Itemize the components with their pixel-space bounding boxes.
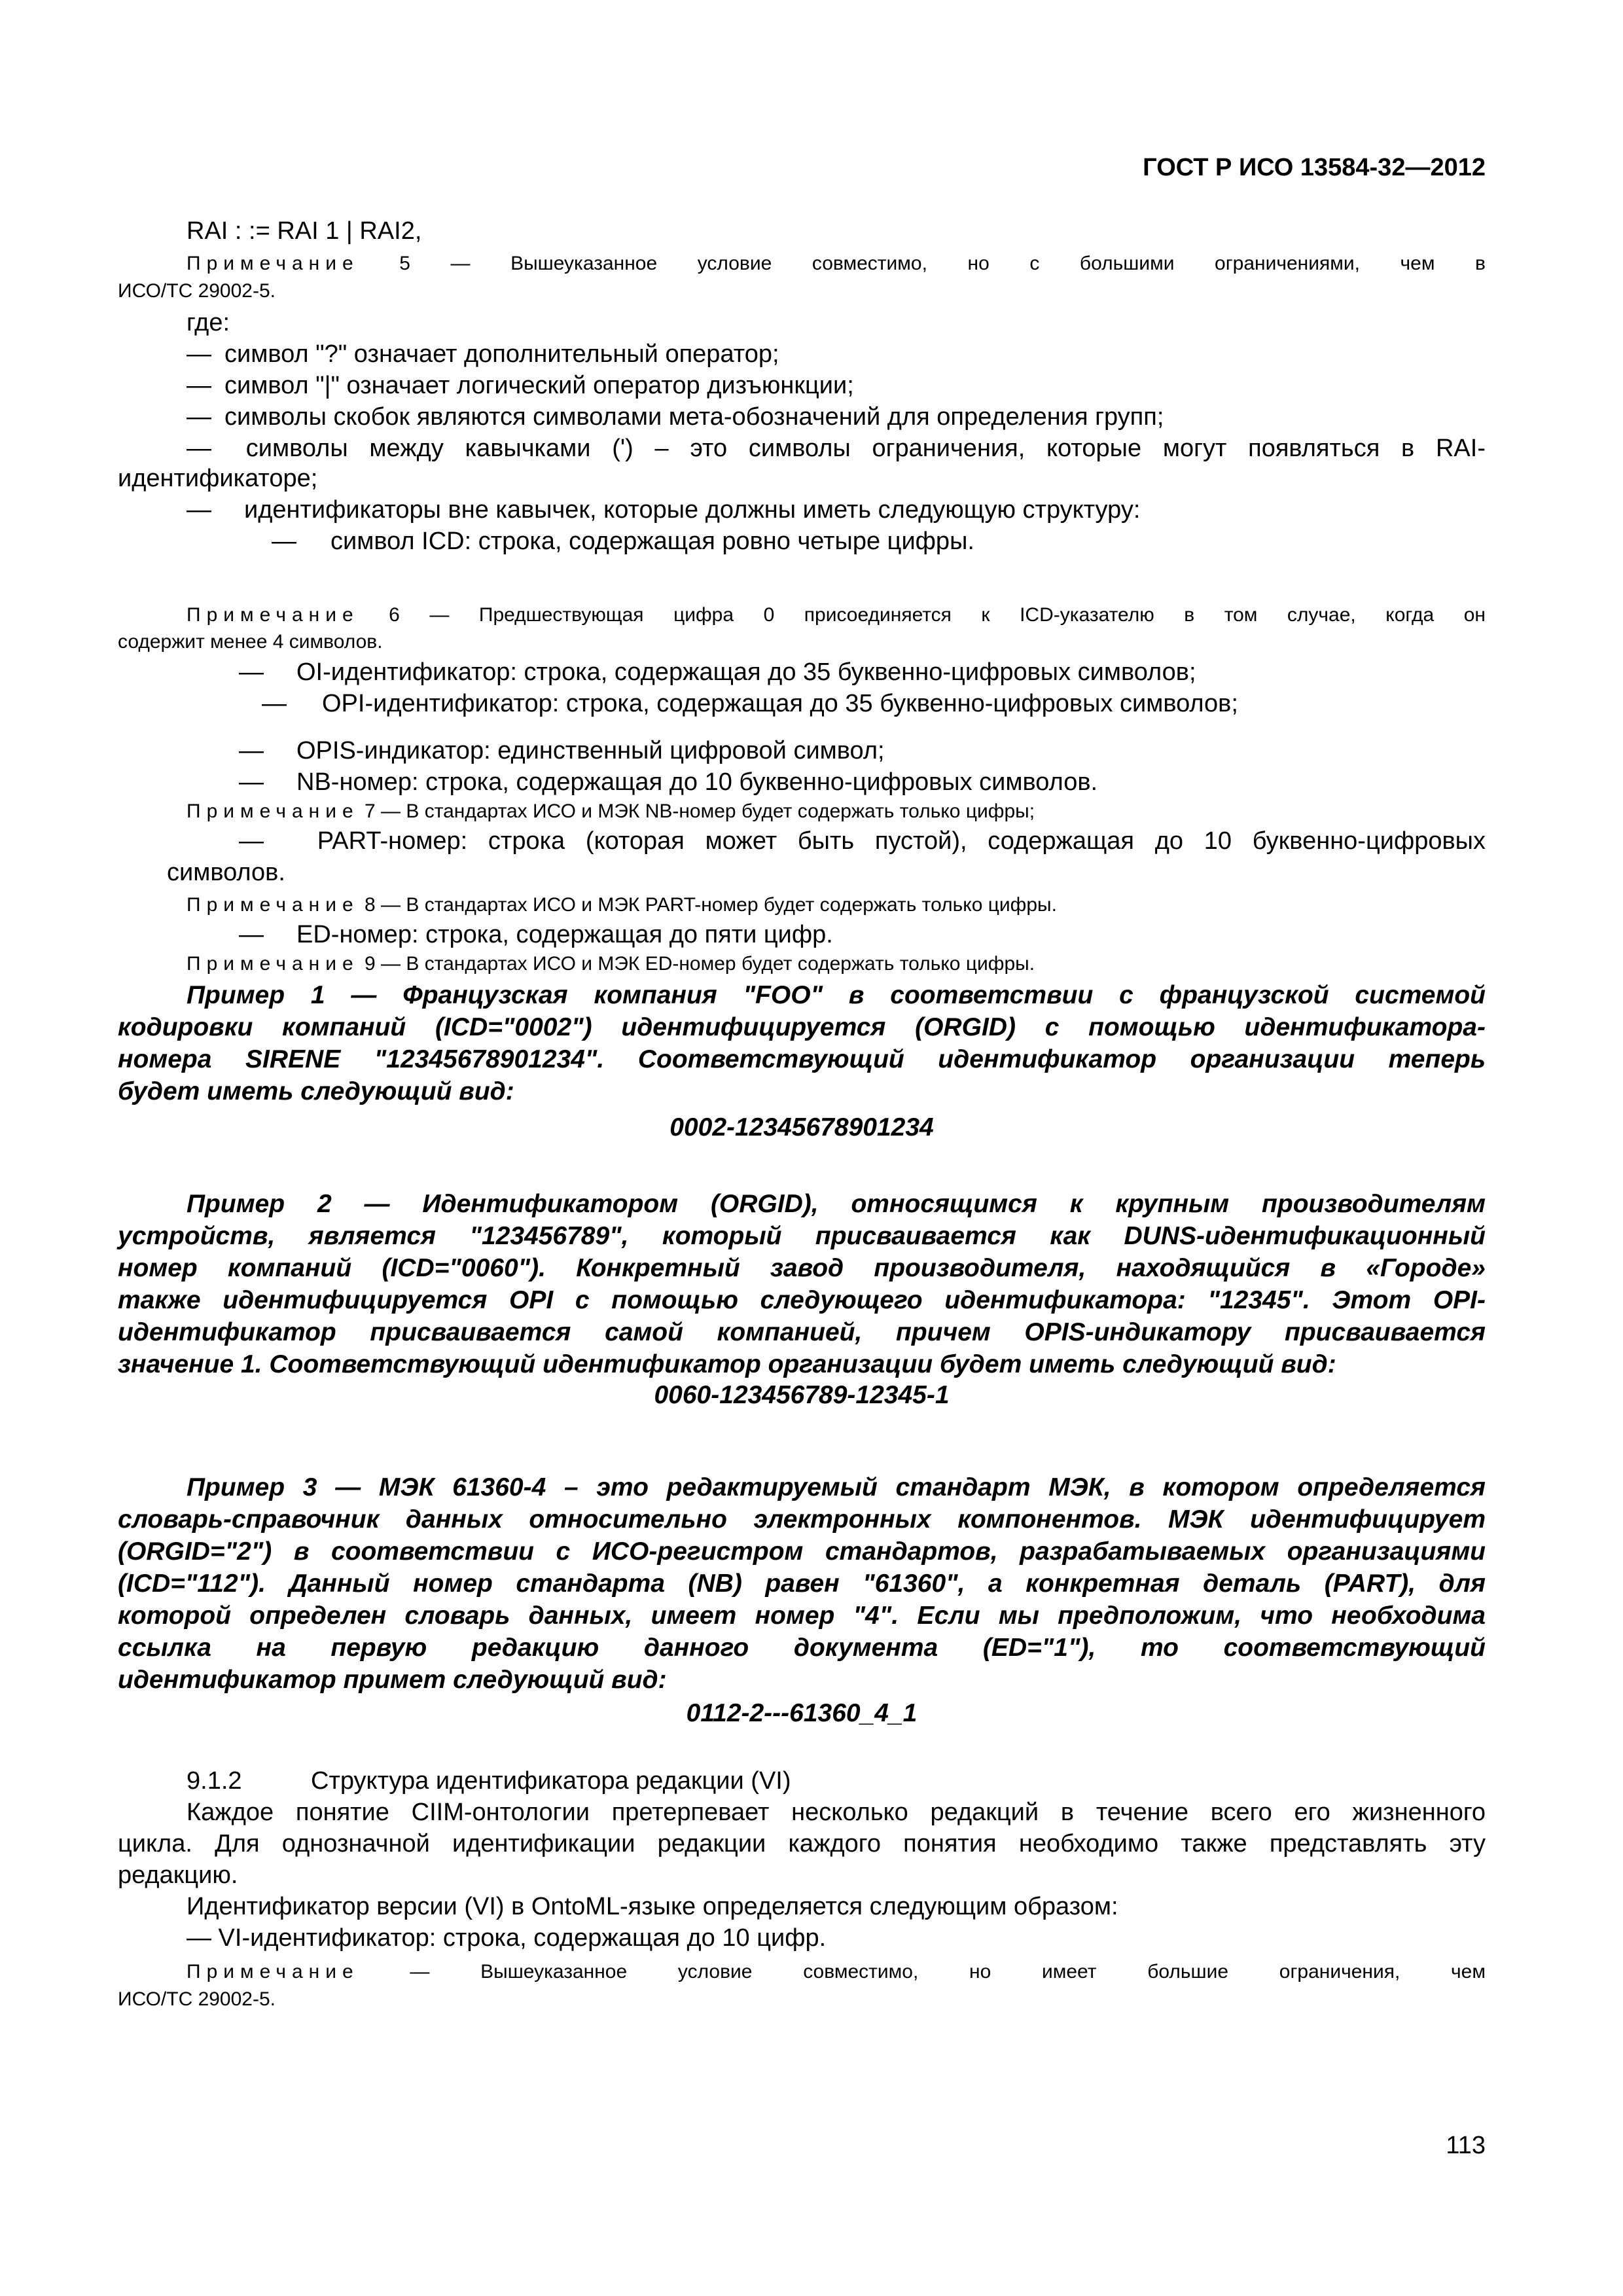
note-label: Примечание <box>187 253 359 274</box>
example-line: номера SIRENE "12345678901234". Соответствующий идентификатор организации теперь <box>118 1045 1486 1073</box>
identifier-item: — OPI-идентификатор: строка, содержащая до 35 буквенно-цифровых символов; <box>262 690 1238 717</box>
note-label: Примечание <box>187 894 359 916</box>
identifier-continuation: символов. <box>167 859 285 886</box>
note-label: Примечание <box>187 800 359 822</box>
bullet-item: — символы между кавычками (') – это символы ограничения, которые могут появляться в RAI- <box>187 435 1486 462</box>
example-line: (ICD="112"). Данный номер стандарта (NB) равен "61360", а конкретная деталь (PART), для <box>118 1570 1486 1598</box>
section-note: Примечание — Вышеуказанное условие совместимо, но имеет большие ограничения, чем <box>187 1961 1486 1982</box>
bullet-item: — символы скобок являются символами мета-обозначений для определения групп; <box>187 403 1164 431</box>
identifier-item: — OPIS-индикатор: единственный цифровой символ; <box>239 737 885 764</box>
page-number: 113 <box>1446 2132 1486 2159</box>
example-line: номер компаний (ICD="0060"). Конкретный завод производителя, находящийся в «Городе» <box>118 1254 1486 1282</box>
vi-identifier-item: — VI-идентификатор: строка, содержащая до 10 цифр. <box>187 1924 827 1952</box>
section-title: Структура идентификатора редакции (VI) <box>311 1767 791 1795</box>
note-8: Примечание 8 — В стандартах ИСО и МЭК PART-номер будет содержать только цифры. <box>187 894 1057 916</box>
rai-definition: RAI : := RAI 1 | RAI2, <box>187 217 422 245</box>
note-5-continuation: ИСО/ТС 29002-5. <box>118 280 276 302</box>
example-line: Пример 1 — Французская компания "FOO" в соответствии с французской системой <box>187 981 1486 1009</box>
identifier-item: — PART-номер: строка (которая может быть пустой), содержащая до 10 буквенно-цифровых <box>239 827 1486 855</box>
section-number: 9.1.2 <box>187 1767 242 1795</box>
section-paragraph-line: редакцию. <box>118 1861 238 1889</box>
note-7: Примечание 7 — В стандартах ИСО и МЭК NB-номер будет содержать только цифры; <box>187 800 1035 822</box>
page-header: ГОСТ Р ИСО 13584-32—2012 <box>1143 154 1486 181</box>
example-code: 0002-12345678901234 <box>669 1113 934 1141</box>
example-line: будет иметь следующий вид: <box>118 1077 514 1105</box>
example-line: которой определен словарь данных, имеет номер "4". Если мы предположим, что необходима <box>118 1602 1486 1630</box>
identifier-item: — ED-номер: строка, содержащая до пяти цифр. <box>239 921 833 948</box>
example-line: устройств, является "123456789", который присваивается как DUNS-идентификационный <box>118 1222 1486 1250</box>
sub-bullet-item: — символ ICD: строка, содержащая ровно четыре цифры. <box>272 528 974 555</box>
section-paragraph: Идентификатор версии (VI) в OntoML-языке определяется следующим образом: <box>187 1893 1118 1920</box>
note-label: Примечание <box>187 604 359 626</box>
note-6: Примечание 6 — Предшествующая цифра 0 присоединяется к ICD-указателю в том случае, когда он <box>187 604 1486 626</box>
example-line: идентификатор присваивается самой компанией, причем OPIS-индикатору присваивается <box>118 1318 1486 1346</box>
bullet-item: — символ "|" означает логический оператор дизъюнкции; <box>187 372 854 399</box>
example-code: 0060-123456789-12345-1 <box>654 1381 950 1409</box>
bullet-continuation: идентификаторе; <box>118 465 318 492</box>
note-6-continuation: содержит менее 4 символов. <box>118 631 383 653</box>
note-5: Примечание 5 — Вышеуказанное условие совместимо, но с большими ограничениями, чем в <box>187 253 1486 274</box>
section-paragraph-line: Каждое понятие CIIM-онтологии претерпевает несколько редакций в течение всего его жизненного <box>187 1799 1486 1826</box>
bullet-item: — идентификаторы вне кавычек, которые должны иметь следующую структуру: <box>187 496 1141 524</box>
identifier-item: — OI-идентификатор: строка, содержащая до 35 буквенно-цифровых символов; <box>239 658 1196 686</box>
bullet-item: — символ "?" означает дополнительный оператор; <box>187 340 779 368</box>
section-paragraph-line: цикла. Для однозначной идентификации редакции каждого понятия необходимо также представлять эту <box>118 1830 1486 1857</box>
example-line: ссылка на первую редакцию данного документа (ED="1"), то соответствующий <box>118 1634 1486 1662</box>
example-line: кодировки компаний (ICD="0002") идентифицируется (ORGID) с помощью идентификатора- <box>118 1013 1486 1041</box>
section-heading <box>187 1766 791 1796</box>
example-line: словарь-справочник данных относительно электронных компонентов. МЭК идентифицирует <box>118 1505 1486 1534</box>
example-line: Пример 2 — Идентификатором (ORGID), относящимся к крупным производителям <box>187 1190 1486 1218</box>
example-line: идентификатор примет следующий вид: <box>118 1666 667 1694</box>
note-9: Примечание 9 — В стандартах ИСО и МЭК ED-номер будет содержать только цифры. <box>187 953 1035 975</box>
identifier-item: — NB-номер: строка, содержащая до 10 буквенно-цифровых символов. <box>239 768 1098 796</box>
note-label: Примечание <box>187 1961 359 1982</box>
note-label: Примечание <box>187 953 359 975</box>
section-note-continuation: ИСО/ТС 29002-5. <box>118 1988 276 2010</box>
example-code: 0112-2---61360_4_1 <box>686 1699 918 1727</box>
example-line: значение 1. Соответствующий идентификатор организации будет иметь следующий вид: <box>118 1350 1336 1378</box>
example-line: (ORGID="2") в соответствии с ИСО-регистром стандартов, разрабатываемых организациями <box>118 1537 1486 1566</box>
example-line: Пример 3 — МЭК 61360-4 – это редактируемый стандарт МЭК, в котором определяется <box>187 1473 1486 1501</box>
where-label: где: <box>187 309 230 336</box>
example-line: также идентифицируется OPI с помощью следующего идентификатора: "12345". Этот OPI- <box>118 1286 1486 1314</box>
